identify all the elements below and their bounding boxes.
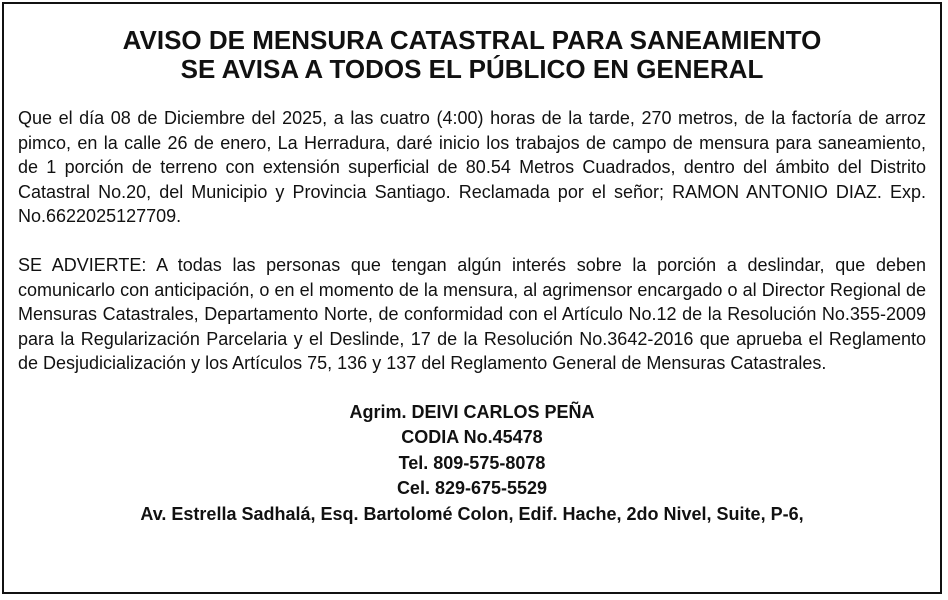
signature-block — [18, 400, 926, 528]
telephone-number: Tel. 809-575-8078 — [398, 452, 546, 473]
notice-paragraph-warning: SE ADVIERTE: A todas las personas que tengan algún interés sobre la porción a deslindar, que deben comunicarlo con anticipación, o en el momento de la mensura, al agrimensor encargado o al Director Regional de Mensuras Catastrales, Departamento Norte, de conformidad con el Artículo No.12 de la Resolución No.355-2009 para la Regularización Parcelaria y el Deslinde, 17 de la Resolución No.3642-2016 que aprueba el Reglamento de Desjudicialización y los Artículos 75, 136 y 137 del Reglamento General de Mensuras Catastrales. — [18, 254, 926, 374]
notice-paragraph-announcement: Que el día 08 de Diciembre del 2025, a las cuatro (4:00) horas de la tarde, 270 metros, de la factoría de arroz pimco, en la calle 26 de enero, La Herradura, daré inicio los trabajos de campo de mensura para saneamiento, de 1 porción de terreno con extensión superficial de 80.54 Metros Cuadrados, dentro del ámbito del Distrito Catastral No.20, del Municipio y Provincia Santiago. Reclamada por el señor; RAMON ANTONIO DIAZ. Exp. No.6622025127709. — [18, 108, 926, 227]
notice-header — [18, 26, 926, 84]
notice-subtitle: SE AVISA A TODOS EL PÚBLICO EN GENERAL — [180, 54, 764, 84]
codia-number: CODIA No.45478 — [401, 427, 543, 448]
cellphone-number: Cel. 829-675-5529 — [396, 478, 548, 499]
notice-title: AVISO DE MENSURA CATASTRAL PARA SANEAMIENTO — [122, 25, 822, 55]
office-address: Av. Estrella Sadhalá, Esq. Bartolomé Colon, Edif. Hache, 2do Nivel, Suite, P-6, — [140, 503, 804, 524]
surveyor-name: Agrim. DEIVI CARLOS PEÑA — [349, 401, 595, 422]
notice-box — [2, 2, 942, 594]
